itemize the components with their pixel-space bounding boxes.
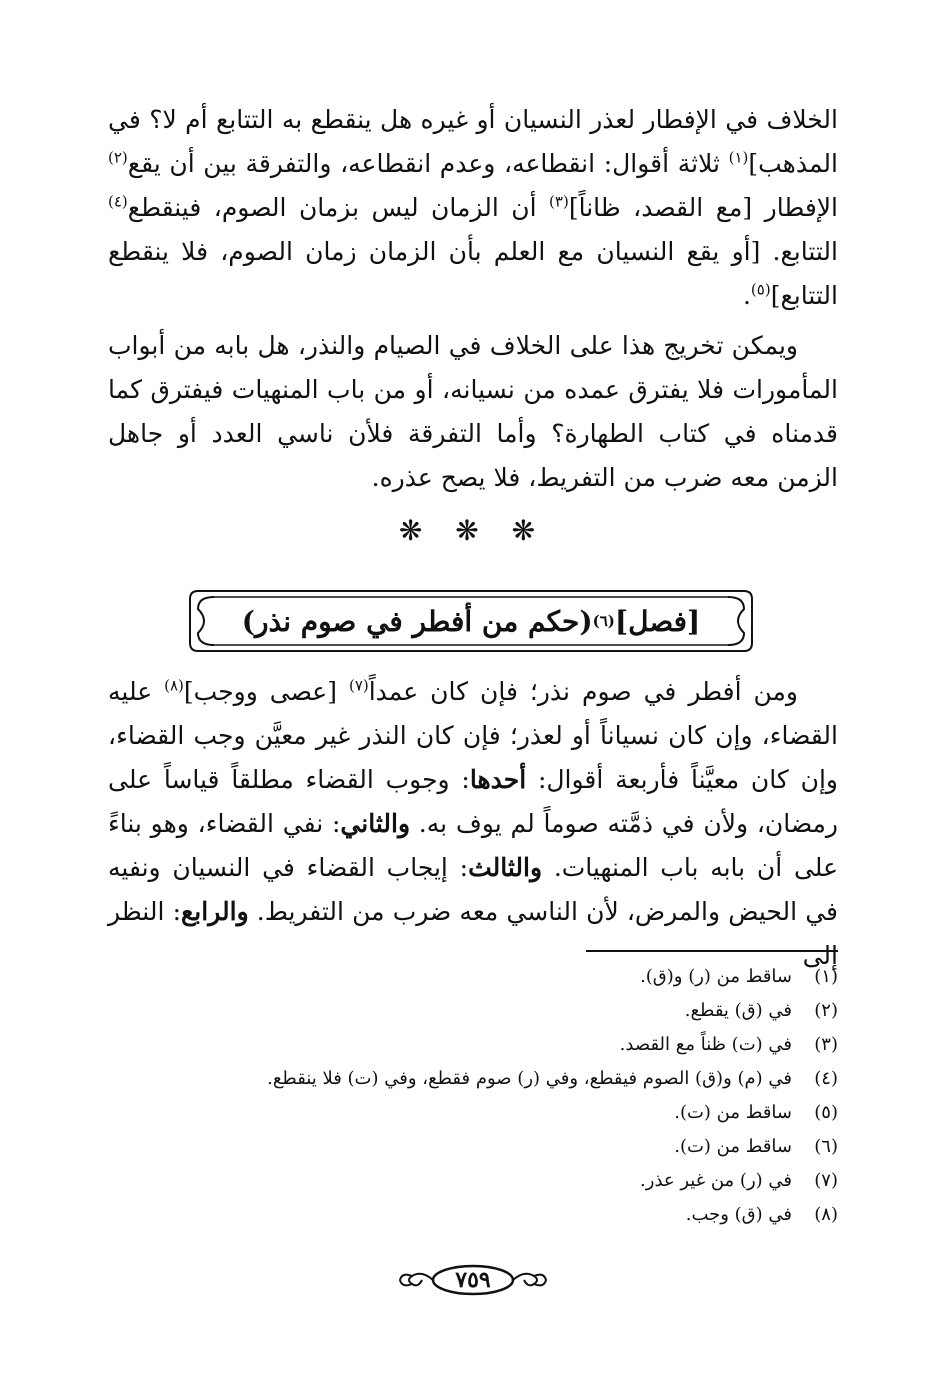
footnote-number: (٧) xyxy=(814,1170,838,1191)
p1-text-c: الإفطار [مع القصد، ظاناً] xyxy=(568,193,838,222)
p1-text-f: . xyxy=(742,281,751,310)
p3-text-a: ومن أفطر في صوم نذر؛ فإن كان عمداً xyxy=(368,677,799,706)
paragraph-1 xyxy=(108,98,838,318)
footnote-divider xyxy=(586,950,838,952)
footnote-ref-2: (٢) xyxy=(108,148,128,167)
footnote-text: في (ق) يقطع. xyxy=(684,1000,792,1021)
p3-keyword-1: أحدها xyxy=(469,765,527,794)
section-heading: [فصل] (٦) (حكم من أفطر في صوم نذر) xyxy=(241,604,701,638)
p3-keyword-2: والثاني xyxy=(340,809,411,838)
footnote-text: في (ت) ظناً مع القصد. xyxy=(619,1034,792,1055)
p1-text-a: الخلاف في الإفطار لعذر النسيان أو غيره هل ينقطع به التتابع أم لا؟ في المذهب] xyxy=(108,105,838,178)
footnote-ref-5: (٥) xyxy=(750,280,771,299)
p3-text-f: : إيجاب القضاء في النسيان ونفيه في الحيض والمرض، لأن الناسي معه ضرب من التفريط. xyxy=(108,853,839,926)
page-number-ornament xyxy=(398,1262,548,1298)
section-heading-frame xyxy=(184,585,758,657)
section-separator-stars: ❋ ❋ ❋ xyxy=(398,514,548,547)
footnote-text: في (ر) من غير عذر. xyxy=(640,1170,792,1191)
footnote-item xyxy=(108,1062,838,1096)
footnote-ref-7: (٧) xyxy=(348,676,369,695)
p1-text-e: التتابع. [أو يقع النسيان مع العلم بأن الزمان زمان الصوم، فلا ينقطع التتابع] xyxy=(108,237,838,310)
footnote-item xyxy=(108,960,838,994)
p3-text-b: [عصى ووجب] xyxy=(183,677,349,706)
p3-text-d: : وجوب القضاء مطلقاً قياساً على رمضان، ولأن في ذمَّته صوماً لم يوف به. xyxy=(108,765,839,838)
footnotes-list xyxy=(108,960,838,1232)
footnote-ref-3: (٣) xyxy=(549,192,569,211)
footnote-number: (٣) xyxy=(814,1034,838,1055)
footnote-ref-4: (٤) xyxy=(108,192,128,211)
page-number: ٧٥٩ xyxy=(455,1267,491,1293)
p1-text-d: أن الزمان ليس بزمان الصوم، فينقطع xyxy=(127,193,550,222)
footnote-item xyxy=(108,1164,838,1198)
heading-open: [فصل] xyxy=(614,604,701,638)
p3-keyword-4: والرابع xyxy=(181,897,249,926)
footnote-number: (٦) xyxy=(814,1136,838,1157)
footnote-item xyxy=(108,1130,838,1164)
footnote-number: (١) xyxy=(814,966,838,987)
footnote-text: ساقط من (ت). xyxy=(674,1136,792,1157)
p3-text-g: : النظر إلى xyxy=(108,897,838,970)
p1-text-b: ثلاثة أقوال: انقطاعه، وعدم انقطاعه، والتفرقة بين أن يقع xyxy=(127,149,729,178)
paragraph-2: ويمكن تخريج هذا على الخلاف في الصيام والنذر، هل بابه من أبواب المأمورات فلا يفترق عمده من نسيانه، أو من باب المنهيات فيفترق كما قدمناه في كتاب الطهارة؟ وأما التفرقة فلأن ناسي العدد أو جاهل الزمن معه ضرب من التفريط، فلا يصح عذره. xyxy=(108,331,838,492)
p3-keyword-3: والثالث xyxy=(468,853,543,882)
footnote-text: في (ق) وجب. xyxy=(685,1204,792,1225)
p3-text-c: عليه القضاء، وإن كان نسياناً أو لعذر؛ فإن كان النذر غير معيَّن وجب القضاء، وإن كان معيَّناً فأربعة أقوال: xyxy=(108,677,838,794)
footnote-item xyxy=(108,1028,838,1062)
footnote-item xyxy=(108,1096,838,1130)
footnote-number: (٢) xyxy=(814,1000,838,1021)
p3-text-e: : نفي القضاء، وهو بناءً على أن بابه باب المنهيات. xyxy=(108,809,838,882)
footnote-ref-1: (١) xyxy=(728,148,749,167)
footnote-number: (٤) xyxy=(814,1068,838,1089)
footnote-text: ساقط من (ت). xyxy=(674,1102,792,1123)
footnote-item xyxy=(108,994,838,1028)
footnote-text: في (م) و(ق) الصوم فيقطع، وفي (ر) صوم فقطع، وفي (ت) فلا ينقطع. xyxy=(267,1068,792,1089)
footnote-number: (٥) xyxy=(814,1102,838,1123)
footnote-number: (٨) xyxy=(814,1204,838,1225)
footnote-item xyxy=(108,1198,838,1232)
footnote-text: ساقط من (ر) و(ق). xyxy=(640,966,792,987)
footnote-ref-8: (٨) xyxy=(164,676,184,695)
paragraph-3 xyxy=(108,670,838,978)
heading-title: (حكم من أفطر في صوم نذر) xyxy=(241,604,593,638)
